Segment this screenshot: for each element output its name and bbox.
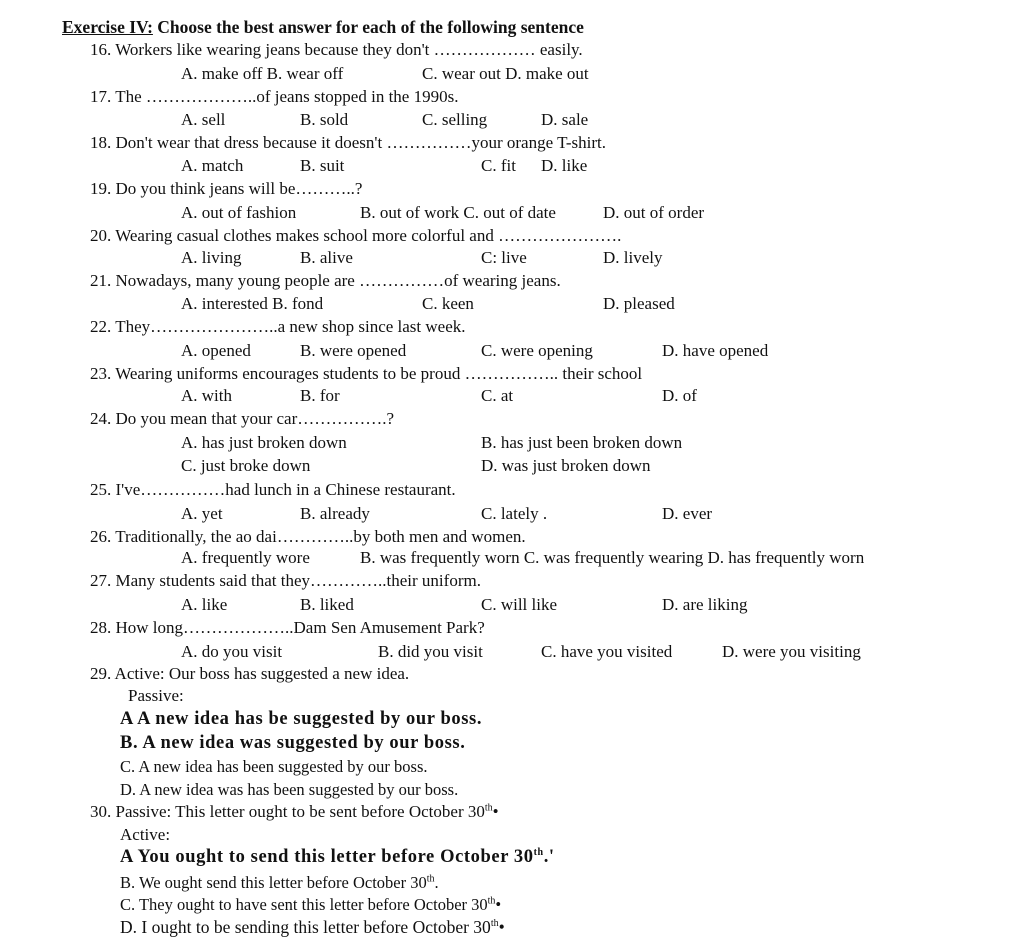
q30-option-d: D. I ought to be sending this letter before October 30th• [120, 917, 505, 937]
q30-option-b: B. We ought send this letter before October 30th. [120, 873, 439, 892]
question-25: 25. I've……………had lunch in a Chinese restaurant. [90, 480, 456, 499]
q27-option-b: B. liked [300, 595, 354, 614]
q21-option-c: C. keen [422, 294, 474, 313]
question-19: 19. Do you think jeans will be………..? [90, 179, 363, 198]
q20-option-d: D. lively [603, 248, 663, 267]
q22-option-a: A. opened [181, 341, 251, 360]
q19-option-a: A. out of fashion [181, 203, 297, 222]
q21-option-d: D. pleased [603, 294, 675, 313]
q24-option-b: B. has just been broken down [481, 433, 683, 452]
q29-option-a: A A new idea has be suggested by our boss. [120, 709, 483, 729]
q20-option-a: A. living [181, 248, 242, 267]
q22-option-d: D. have opened [662, 341, 769, 360]
q18-option-d: D. like [541, 156, 588, 175]
question-26: 26. Traditionally, the ao dai…………..by both men and women. [90, 527, 526, 546]
question-18: 18. Don't wear that dress because it doesn't ……………your orange T-shirt. [90, 133, 607, 152]
q27-option-c: C. will like [481, 595, 558, 614]
exercise-instruction: Choose the best answer for each of the following sentence [152, 17, 584, 37]
q22-option-c: C. were opening [481, 341, 593, 360]
q29-passive-label: Passive: [128, 686, 184, 705]
q29-option-b: B. A new idea was suggested by our boss. [120, 733, 466, 753]
q25-option-a: A. yet [181, 504, 223, 523]
q17-option-a: A. sell [181, 110, 226, 129]
question-17: 17. The ………………..of jeans stopped in the 1990s. [90, 87, 459, 106]
exercise-label: Exercise IV: [62, 17, 153, 37]
q27-option-d: D. are liking [662, 595, 748, 614]
question-24: 24. Do you mean that your car…………….? [90, 409, 395, 428]
q30-active-label: Active: [120, 825, 171, 844]
exercise-heading [62, 17, 584, 37]
question-21: 21. Nowadays, many young people are ……………of wearing jeans. [90, 271, 561, 290]
q24-option-c: C. just broke down [181, 456, 311, 475]
q26-option-a: A. frequently wore [181, 548, 310, 567]
q23-option-c: C. at [481, 386, 514, 405]
q17-option-d: D. sale [541, 110, 589, 129]
q28-option-c: C. have you visited [541, 642, 673, 661]
q24-option-d: D. was just broken down [481, 456, 651, 475]
q25-option-d: D. ever [662, 504, 713, 523]
q25-option-c: C. lately . [481, 504, 548, 523]
q25-option-b: B. already [300, 504, 370, 523]
question-29: 29. Active: Our boss has suggested a new idea. [90, 664, 410, 683]
q16-option-ab: A. make off B. wear off [181, 64, 344, 83]
q26-option-bcd: B. was frequently worn C. was frequently wearing D. has frequently worn [360, 548, 865, 567]
q23-option-a: A. with [181, 386, 232, 405]
q17-option-b: B. sold [300, 110, 349, 129]
q30-option-a: A You ought to send this letter before October 30th.' [120, 846, 555, 867]
q21-option-ab: A. interested B. fond [181, 294, 324, 313]
question-27: 27. Many students said that they…………..their uniform. [90, 571, 481, 590]
q19-option-d: D. out of order [603, 203, 705, 222]
q16-option-cd: C. wear out D. make out [422, 64, 589, 83]
q18-option-a: A. match [181, 156, 244, 175]
q29-option-c: C. A new idea has been suggested by our boss. [120, 757, 428, 776]
q19-option-bc: B. out of work C. out of date [360, 203, 556, 222]
q27-option-a: A. like [181, 595, 228, 614]
q18-option-b: B. suit [300, 156, 345, 175]
question-23: 23. Wearing uniforms encourages students to be proud …………….. their school [90, 364, 643, 383]
q29-option-d: D. A new idea was has been suggested by our boss. [120, 780, 459, 799]
q17-option-c: C. selling [422, 110, 488, 129]
q20-option-b: B. alive [300, 248, 353, 267]
q23-option-d: D. of [662, 386, 697, 405]
q30-option-c: C. They ought to have sent this letter before October 30th• [120, 895, 502, 914]
question-28: 28. How long………………..Dam Sen Amusement Park? [90, 618, 485, 637]
q22-option-b: B. were opened [300, 341, 407, 360]
q23-option-b: B. for [300, 386, 340, 405]
q24-option-a: A. has just broken down [181, 433, 347, 452]
q28-option-b: B. did you visit [378, 642, 483, 661]
question-30: 30. Passive: This letter ought to be sent before October 30th• [90, 802, 499, 821]
q20-option-c: C: live [481, 248, 527, 267]
question-20: 20. Wearing casual clothes makes school more colorful and …………………. [90, 226, 622, 245]
q28-option-a: A. do you visit [181, 642, 283, 661]
question-16: 16. Workers like wearing jeans because they don't ……………… easily. [90, 40, 583, 59]
q18-option-c: C. fit [481, 156, 516, 175]
q28-option-d: D. were you visiting [722, 642, 861, 661]
question-22: 22. They…………………..a new shop since last week. [90, 317, 466, 336]
